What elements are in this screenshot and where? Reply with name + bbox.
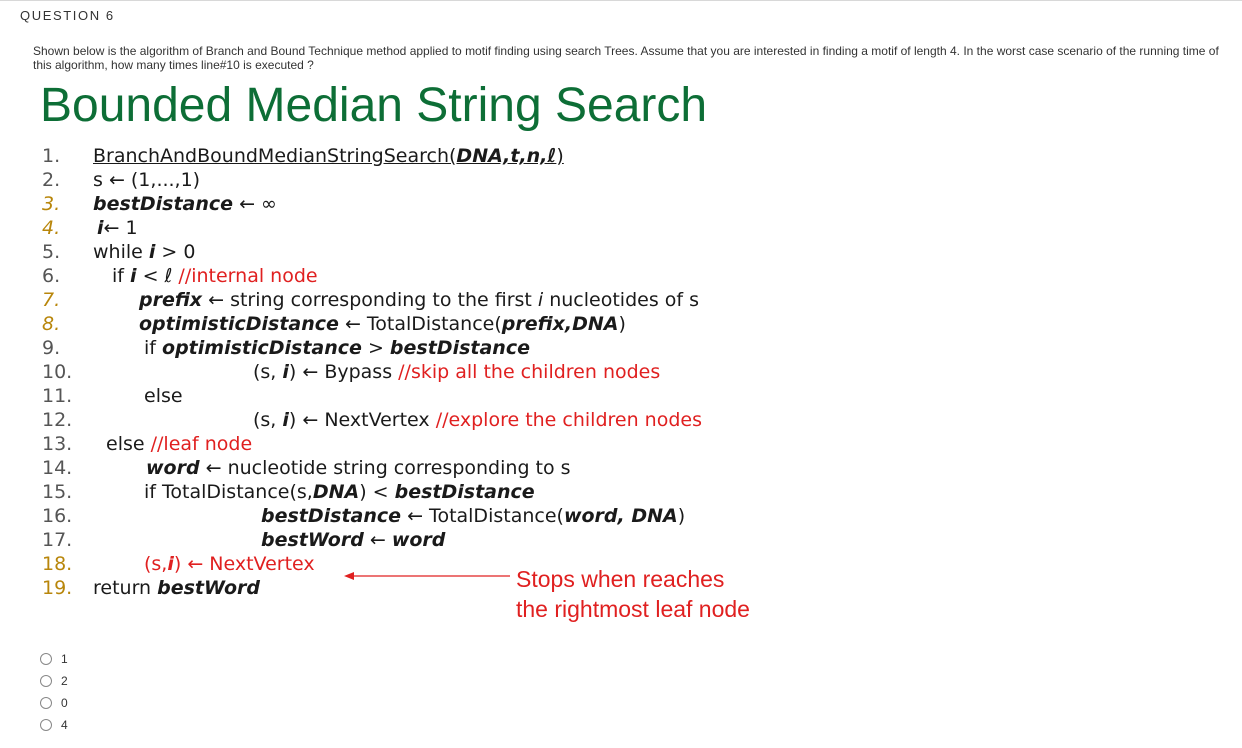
code-text: bestWord ← word	[261, 529, 446, 551]
code-text: while i > 0	[93, 241, 196, 263]
code-text: else	[144, 385, 183, 407]
annotation-line-1: Stops when reaches	[516, 566, 725, 592]
annotation-line-2: the rightmost leaf node	[516, 596, 750, 622]
code-text: word ← nucleotide string corresponding to s	[146, 457, 571, 479]
line-number: 4.	[42, 217, 61, 239]
code-line-3	[0, 192, 900, 216]
line-number: 16.	[42, 505, 73, 527]
code-line-1	[0, 144, 900, 168]
line-number: 12.	[42, 409, 73, 431]
line-number: 10.	[42, 361, 73, 383]
line-number: 19.	[42, 577, 73, 599]
code-text: (s,i) ← NextVertex	[144, 553, 315, 575]
option-label[interactable]: 4	[61, 718, 68, 732]
question-text: Shown below is the algorithm of Branch and Bound Technique method applied to motif finding using search Trees. Assume that you are interested in finding a motif of length 4. In the worst case scenario of the running time of this algorithm, how many times line#10 is executed ?	[33, 44, 1219, 72]
line-number: 6.	[42, 265, 61, 287]
code-text: return bestWord	[93, 577, 260, 599]
radio-button[interactable]	[40, 719, 52, 731]
code-line-15	[0, 480, 900, 504]
line-number: 9.	[42, 337, 61, 359]
code-text: prefix ← string corresponding to the first i nucleotides of s	[139, 289, 700, 311]
code-text: s ← (1,...,1)	[93, 169, 201, 191]
line-number: 18.	[42, 553, 73, 575]
code-text: else //leaf node	[106, 433, 253, 455]
option-label[interactable]: 1	[61, 652, 68, 666]
line-number: 5.	[42, 241, 61, 263]
code-text: if TotalDistance(s,DNA) < bestDistance	[144, 481, 535, 503]
code-line-14	[0, 456, 900, 480]
line-number: 1.	[42, 145, 61, 167]
code-text: (s, i) ← Bypass //skip all the children nodes	[253, 361, 661, 383]
line-number: 2.	[42, 169, 61, 191]
code-text: if i < ℓ //internal node	[112, 265, 318, 287]
code-line-17	[0, 528, 900, 552]
line-number: 15.	[42, 481, 73, 503]
code-line-9	[0, 336, 900, 360]
radio-button[interactable]	[40, 653, 52, 665]
top-divider	[0, 0, 1242, 1]
code-line-5	[0, 240, 900, 264]
annotation-arrow-icon	[340, 566, 512, 586]
line-number: 3.	[42, 193, 61, 215]
line-number: 13.	[42, 433, 73, 455]
code-text: (s, i) ← NextVertex //explore the children nodes	[253, 409, 702, 431]
option-label[interactable]: 0	[61, 696, 68, 710]
line-number: 7.	[42, 289, 61, 311]
code-line-2	[0, 168, 900, 192]
line-number: 14.	[42, 457, 73, 479]
line-number: 8.	[42, 313, 61, 335]
annotation-text	[516, 564, 750, 624]
code-text: BranchAndBoundMedianStringSearch(DNA,t,n,ℓ)	[93, 145, 564, 167]
option-label[interactable]: 2	[61, 674, 68, 688]
radio-button[interactable]	[40, 697, 52, 709]
code-line-11	[0, 384, 900, 408]
code-line-7	[0, 288, 900, 312]
code-line-16	[0, 504, 900, 528]
code-text: bestDistance ← TotalDistance(word, DNA)	[261, 505, 686, 527]
code-line-12	[0, 408, 900, 432]
code-text: bestDistance ← ∞	[93, 193, 277, 215]
code-line-6	[0, 264, 900, 288]
code-line-13	[0, 432, 900, 456]
radio-button[interactable]	[40, 675, 52, 687]
slide-title: Bounded Median String Search	[40, 79, 708, 132]
code-text: if optimisticDistance > bestDistance	[144, 337, 530, 359]
code-line-8	[0, 312, 900, 336]
code-text: optimisticDistance ← TotalDistance(prefix,DNA)	[139, 313, 626, 335]
code-line-4	[0, 216, 900, 240]
line-number: 11.	[42, 385, 73, 407]
line-number: 17.	[42, 529, 73, 551]
code-line-10	[0, 360, 900, 384]
code-text: i← 1	[97, 217, 138, 239]
question-label: QUESTION 6	[20, 8, 115, 23]
